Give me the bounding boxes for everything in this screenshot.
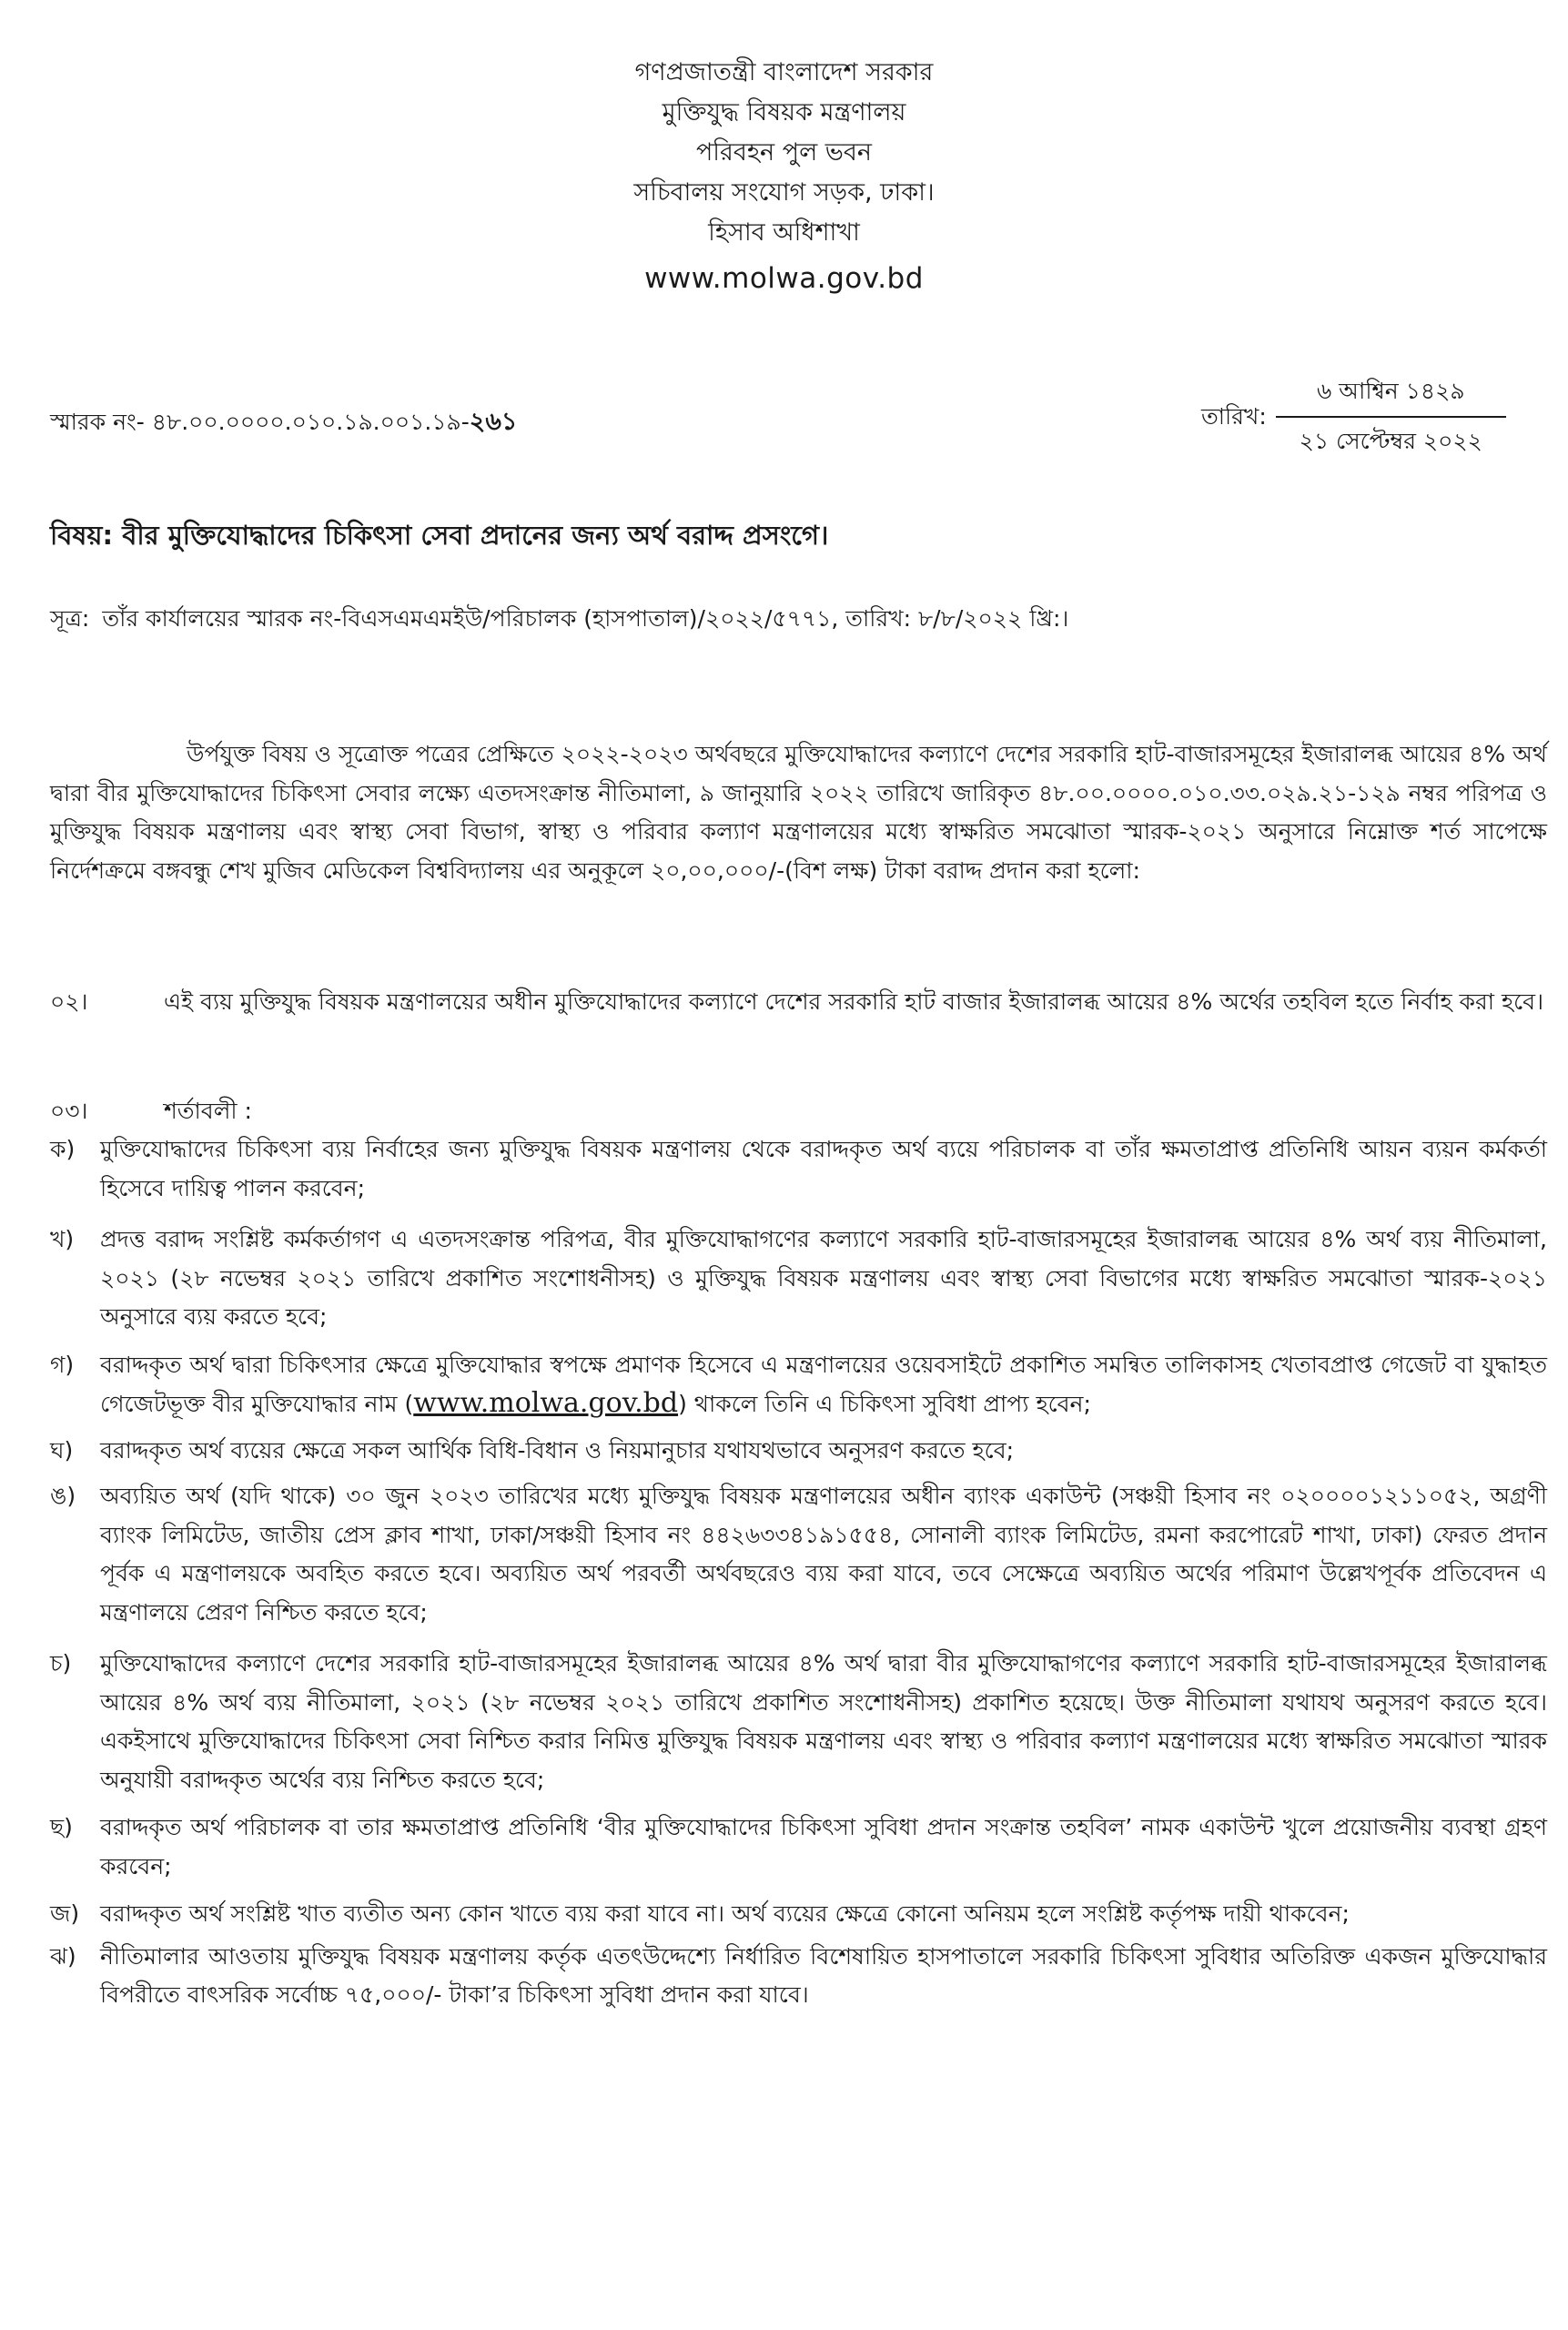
memo-serial: ২৬১ [469, 408, 518, 436]
condition-text: মুক্তিযোদ্ধাদের কল্যাণে দেশের সরকারি হাট-বাজারসমূহের ইজারালব্ধ আয়ের ৪% অর্থ দ্বারা বীর মুক্তিযোদ্ধাগণের কল্যাণে সরকারি হাট-বাজারসমূহের ইজারালব্ধ আয়ের ৪% অর্থ ব্যয় নীতিমালা, ২০২১ (২৮ নভেম্বর ২০২১ তারিখে প্রকাশিত সংশোধনীসহ) প্রকাশিত হয়েছে। উক্ত নীতিমালা যথাযথ অনুসরণ করতে হবে। একইসাথে মুক্তিযোদ্ধাদের চিকিৎসা সেবা নিশ্চিত করার নিমিত্ত মুক্তিযুদ্ধ বিষয়ক মন্ত্রণালয় এবং স্বাস্থ্য ও পরিবার কল্যাণ মন্ত্রণালয়ের মধ্যে স্বাক্ষরিত সমঝোতা স্মারক অনুযায়ী বরাদ্দকৃত অর্থের ব্যয় নিশ্চিত করতে হবে; [100, 1650, 1547, 1793]
reference-text: তাঁর কার্যালয়ের স্মারক নং-বিএসএমএমইউ/পরিচালক (হাসপাতাল)/২০২২/৫৭৭১, তারিখ: ৮/৮/২০২২ খ্রি:। [102, 605, 1069, 632]
condition-text: প্রদত্ত বরাদ্দ সংশ্লিষ্ট কর্মকর্তাগণ এ এতদসংক্রান্ত পরিপত্র, বীর মুক্তিযোদ্ধাগণের কল্যাণে সরকারি হাট-বাজারসমূহের ইজারালব্ধ আয়ের ৪% অর্থ ব্যয় নীতিমালা, ২০২১ (২৮ নভেম্বর ২০২১ তারিখে প্রকাশিত সংশোধনীসহ) ও মুক্তিযুদ্ধ বিষয়ক মন্ত্রণালয় এবং স্বাস্থ্য সেবা বিভাগের মধ্যে স্বাক্ষরিত সমঝোতা স্মারক-২০২১ অনুসারে ব্যয় করতে হবে; [100, 1226, 1547, 1330]
section-02-number: ০২। [50, 988, 88, 1015]
condition-text: বরাদ্দকৃত অর্থ সংশ্লিষ্ট খাত ব্যতীত অন্য কোন খাতে ব্যয় করা যাবে না। অর্থ ব্যয়ের ক্ষেত্রে কোনো অনিয়ম হলে সংশ্লিষ্ট কর্তৃপক্ষ দায়ী থাকবেন; [100, 1900, 1350, 1927]
condition-text: অব্যয়িত অর্থ (যদি থাকে) ৩০ জুন ২০২৩ তারিখের মধ্যে মুক্তিযুদ্ধ বিষয়ক মন্ত্রণালয়ের অধীন ব্যাংক একাউন্ট (সঞ্চয়ী হিসাব নং ০২০০০০১২১১০৫২, অগ্রণী ব্যাংক লিমিটেড, জাতীয় প্রেস ক্লাব শাখা, ঢাকা/সঞ্চয়ী হিসাব নং ৪৪২৬৩৩৪১৯১৫৫৪, সোনালী ব্যাংক লিমিটেড, রমনা করপোরেট শাখা, ঢাকা) ফেরত প্রদান পূর্বক এ মন্ত্রণালয়কে অবহিত করতে হবে। অব্যয়িত অর্থ পরবর্তী অর্থবছরেও ব্যয় করা যাবে, তবে সেক্ষেত্রে অব্যয়িত অর্থের পরিমাণ উল্লেখপূর্বক প্রতিবেদন এ মন্ত্রণালয়ে প্রেরণ নিশ্চিত করতে হবে; [100, 1483, 1547, 1626]
letterhead-government: গণপ্রজাতন্ত্রী বাংলাদেশ সরকার [634, 58, 934, 86]
condition-item [50, 1938, 1547, 2015]
condition-text: মুক্তিযোদ্ধাদের চিকিৎসা ব্যয় নির্বাহের জন্য মুক্তিযুদ্ধ বিষয়ক মন্ত্রণালয় থেকে বরাদ্দকৃত অর্থ ব্যয়ে পরিচালক বা তাঁর ক্ষমতাপ্রাপ্ত প্রতিনিধি আয়ন ব্যয়ন কর্মকর্তা হিসেবে দায়িত্ব পালন করবেন; [100, 1136, 1547, 1201]
date-gregorian: ২১ সেপ্টেম্বর ২০২২ [1299, 428, 1482, 454]
letterhead-branch: হিসাব অধিশাখা [708, 218, 860, 247]
condition-text-after: ) থাকলে তিনি এ চিকিৎসা সুবিধা প্রাপ্য হবেন; [678, 1391, 1091, 1417]
letterhead-ministry: মুক্তিযুদ্ধ বিষয়ক মন্ত্রণালয় [662, 98, 906, 127]
condition-item [50, 1645, 1547, 1799]
condition-text: বরাদ্দকৃত অর্থ ব্যয়ের ক্ষেত্রে সকল আর্থিক বিধি-বিধান ও নিয়মানুচার যথাযথভাবে অনুসরণ করতে হবে; [100, 1436, 1015, 1464]
condition-label: ঝ) [50, 1942, 76, 1970]
condition-text: নীতিমালার আওতায় মুক্তিযুদ্ধ বিষয়ক মন্ত্রণালয় কর্তৃক এতৎউদ্দেশ্যে নির্ধারিত বিশেষায়িত হাসপাতালে সরকারি চিকিৎসা সুবিধার অতিরিক্ত একজন মুক্তিযোদ্ধার বিপরীতে বাৎসরিক সর্বোচ্চ ৭৫,০০০/- টাকা’র চিকিৎসা সুবিধা প্রদান করা যাবে। [100, 1942, 1547, 2008]
condition-label: ক) [50, 1136, 76, 1162]
memo-label: স্মারক নং- ৪৮.০০.০০০০.০১০.১৯.০০১.১৯- [50, 409, 470, 435]
reference-line [50, 601, 1068, 640]
section-03-heading [50, 1092, 1547, 1131]
condition-label: ঘ) [50, 1436, 74, 1464]
condition-label: জ) [50, 1900, 80, 1927]
letterhead [0, 53, 1568, 299]
letterhead-address: সচিবালয় সংযোগ সড়ক, ঢাকা। [633, 178, 935, 207]
section-03-title: শর্তাবলী : [164, 1098, 252, 1124]
condition-item [50, 1477, 1547, 1632]
condition-label: ঙ) [50, 1483, 76, 1509]
condition-label: চ) [50, 1650, 72, 1677]
condition-label: গ) [50, 1351, 75, 1378]
condition-item [50, 1221, 1547, 1337]
date-bangla: ৬ আশ্বিন ১৪২৯ [1316, 378, 1465, 404]
letterhead-website: www.molwa.gov.bd [644, 262, 924, 295]
condition-label: খ) [50, 1226, 75, 1252]
condition-text-before: বরাদ্দকৃত অর্থ দ্বারা চিকিৎসার ক্ষেত্রে মুক্তিযোদ্ধার স্বপক্ষে প্রমাণক হিসেবে এ মন্ত্রণালয়ের ওয়েবসাইটে প্রকাশিত সমন্বিত তালিকাসহ খেতাবপ্রাপ্ত গেজেট বা যুদ্ধাহত গেজেটভূক্ত বীর মুক্তিযোদ্ধার নাম ( [100, 1351, 1547, 1417]
website-link[interactable]: www.molwa.gov.bd [413, 1387, 679, 1419]
section-02 [50, 983, 1547, 1022]
subject-line: বিষয়: বীর মুক্তিযোদ্ধাদের চিকিৎসা সেবা প্রদানের জন্য অর্থ বরাদ্দ প্রসংগে। [50, 520, 829, 551]
memo-number [50, 403, 517, 444]
condition-item [50, 1895, 1547, 1934]
condition-item [50, 1808, 1547, 1886]
section-02-text: এই ব্যয় মুক্তিযুদ্ধ বিষয়ক মন্ত্রণালয়ের অধীন মুক্তিযোদ্ধাদের কল্যাণে দেশের সরকারি হাট বাজার ইজারালব্ধ আয়ের ৪% অর্থের তহবিল হতে নির্বাহ করা হবে। [164, 988, 1544, 1015]
condition-item [50, 1346, 1547, 1424]
condition-item [50, 1432, 1547, 1471]
condition-item [50, 1130, 1547, 1208]
date-block [1201, 373, 1506, 462]
condition-text: বরাদ্দকৃত অর্থ পরিচালক বা তার ক্ষমতাপ্রাপ্ত প্রতিনিধি ‘বীর মুক্তিযোদ্ধাদের চিকিৎসা সুবিধা প্রদান সংক্রান্ত তহবিল’ নামক একাউন্ট খুলে প্রয়োজনীয় ব্যবস্থা গ্রহণ করবেন; [100, 1814, 1547, 1879]
date-label: তারিখ: [1201, 402, 1267, 430]
section-03-number: ০৩। [50, 1098, 88, 1124]
condition-label: ছ) [50, 1814, 73, 1840]
letterhead-building: পরিবহন পুল ভবন [695, 138, 873, 167]
conditions-list [50, 1130, 1547, 2015]
body-paragraph: উর্পযুক্ত বিষয় ও সূত্রোক্ত পত্রের প্রেক্ষিতে ২০২২-২০২৩ অর্থবছরে মুক্তিযোদ্ধাদের কল্যাণে দেশের সরকারি হাট-বাজারসমূহের ইজারালব্ধ আয়ের ৪% অর্থ দ্বারা বীর মুক্তিযোদ্ধাদের চিকিৎসা সেবার লক্ষ্যে এতদসংক্রান্ত নীতিমালা, ৯ জানুয়ারি ২০২২ তারিখে জারিকৃত ৪৮.০০.০০০০.০১০.৩৩.০২৯.২১-১২৯ নম্বর পরিপত্র ও মুক্তিযুদ্ধ বিষয়ক মন্ত্রণালয় এবং স্বাস্থ্য সেবা বিভাগ, স্বাস্থ্য ও পরিবার কল্যাণ মন্ত্রণালয়ের মধ্যে স্বাক্ষরিত সমঝোতা স্মারক-২০২১ অনুসারে নিম্নোক্ত শর্ত সাপেক্ষে নির্দেশক্রমে বঙ্গবন্ধু শেখ মুজিব মেডিকেল বিশ্ববিদ্যালয় এর অনুকূলে ২০,০০,০০০/-(বিশ লক্ষ) টাকা বরাদ্দ প্রদান করা হলো: [50, 741, 1547, 884]
date-fraction [1276, 373, 1506, 462]
reference-label: সূত্র: [50, 605, 90, 632]
